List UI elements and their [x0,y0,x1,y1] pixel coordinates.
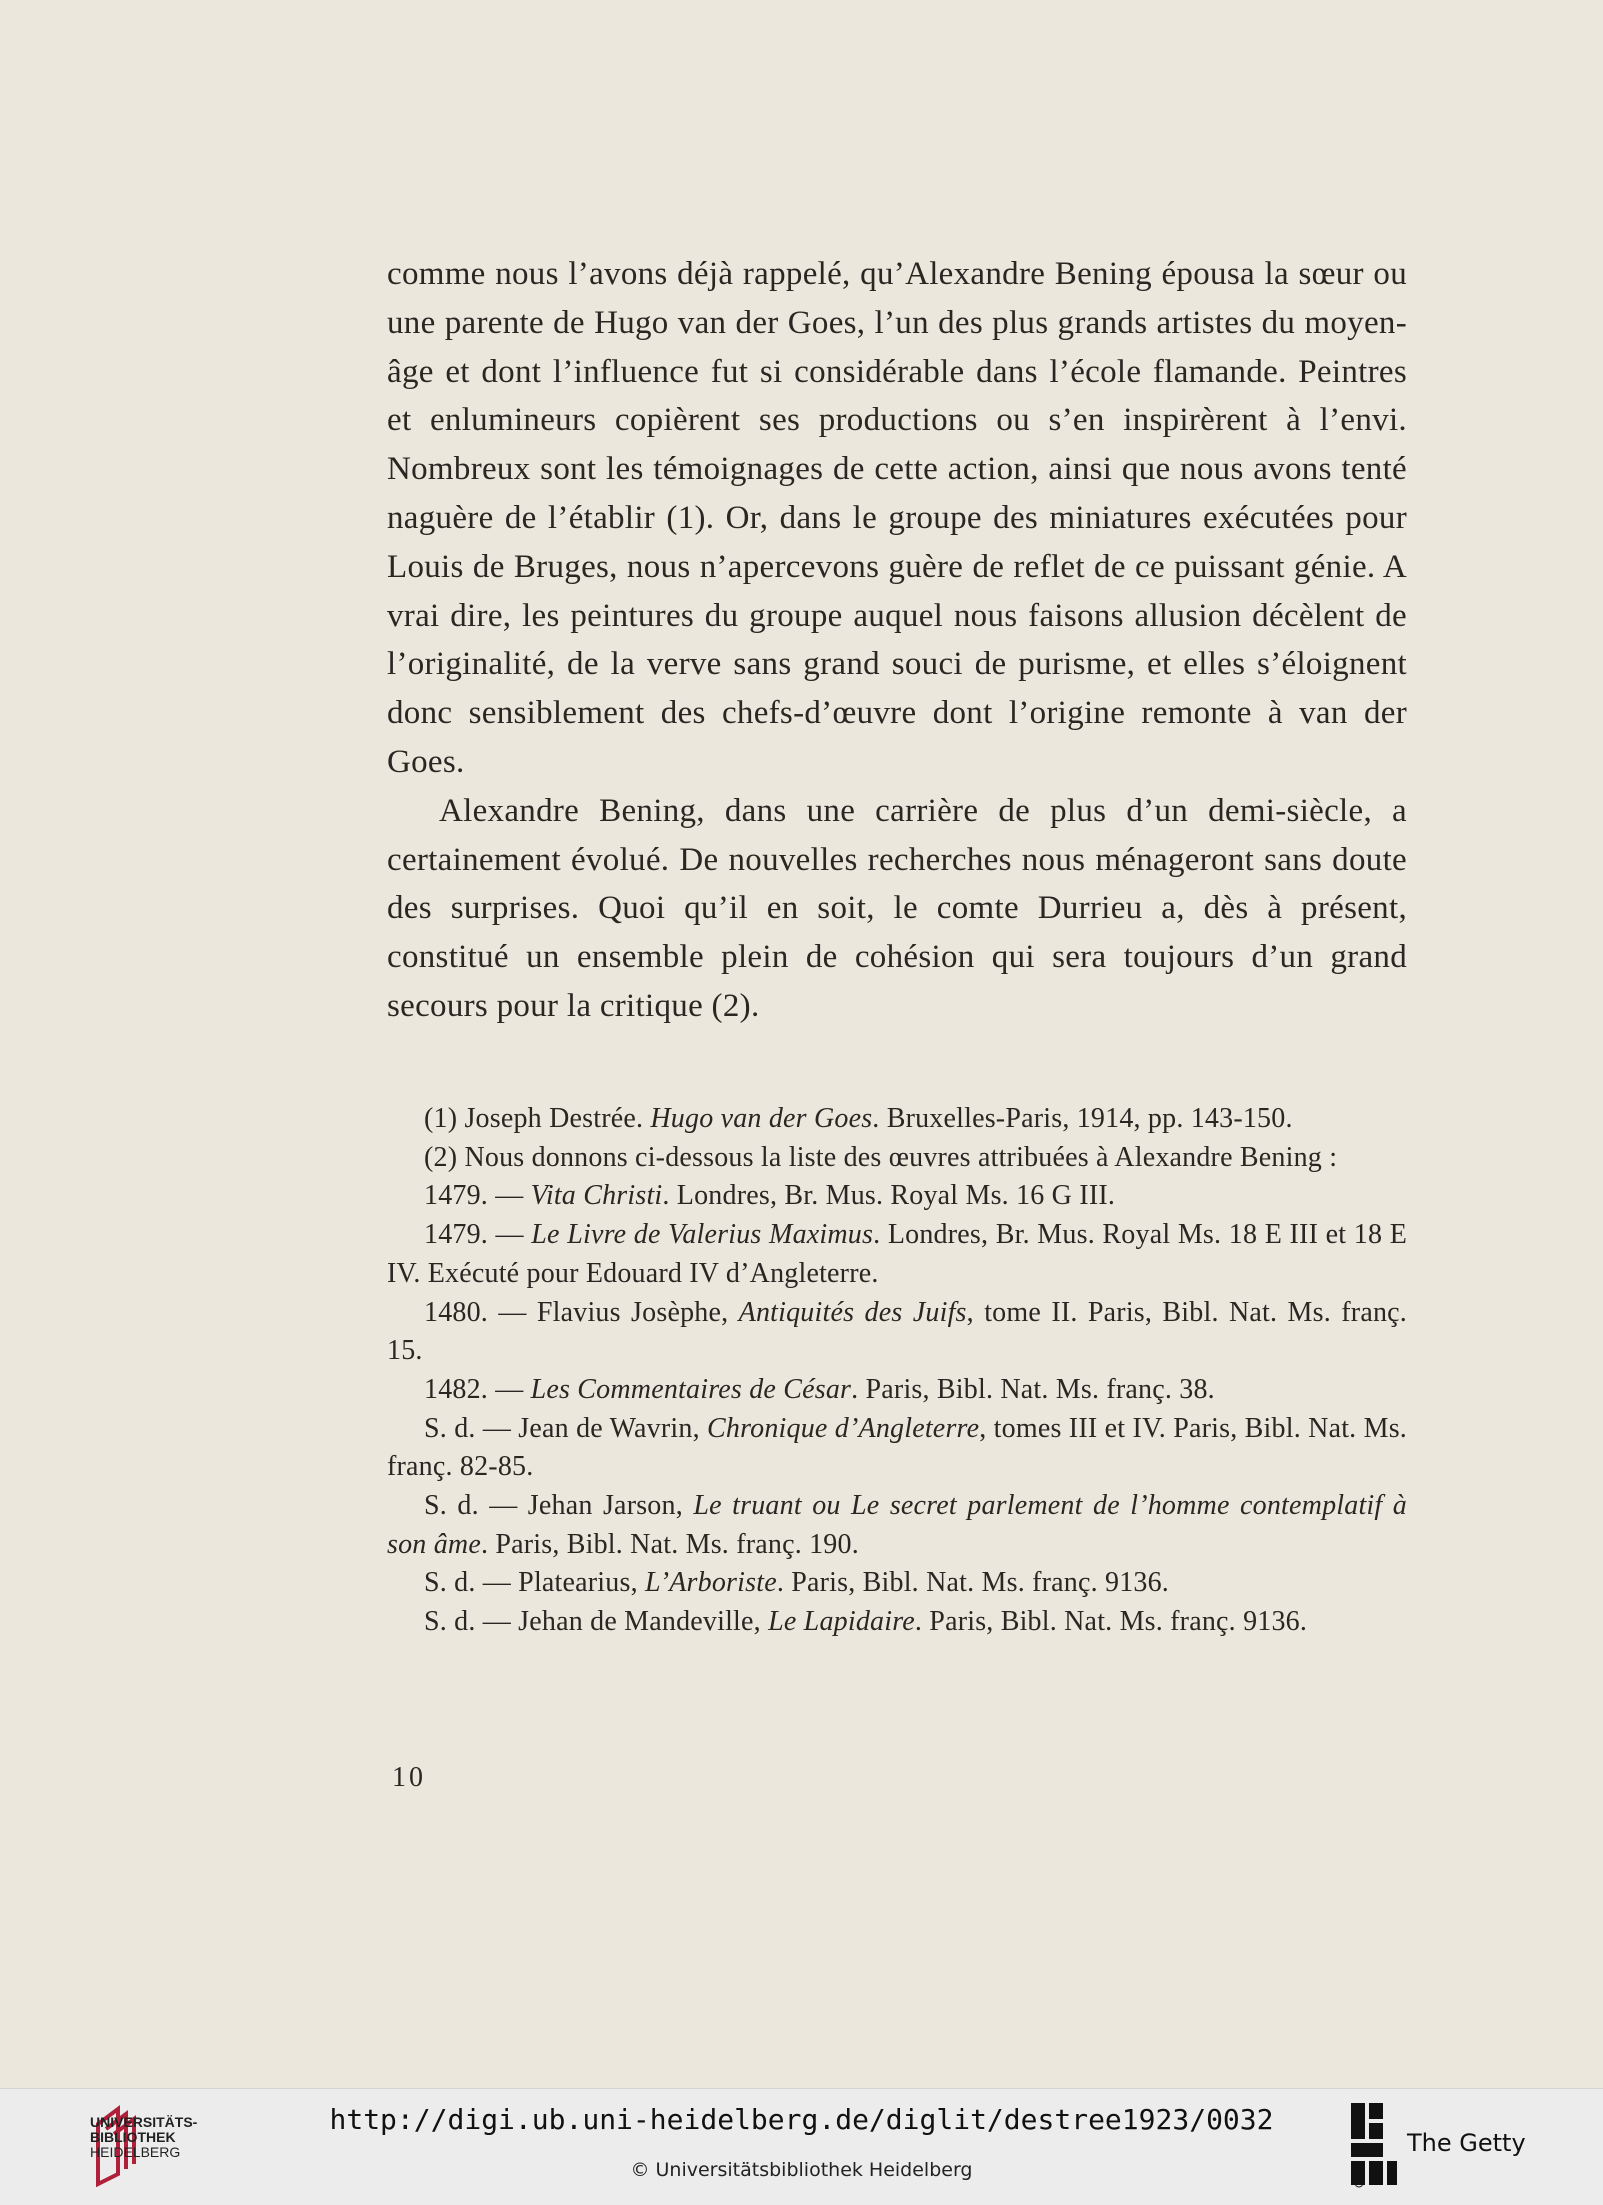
page-number: 10 [392,1762,426,1793]
footnotes [387,1100,1407,1642]
source-url-link[interactable]: http://digi.ub.uni-heidelberg.de/diglit/destree1923/0032 [329,2103,1274,2136]
note-item: 1482. — Les Commentaires de César. Paris, Bibl. Nat. Ms. franç. 38. [424,1373,1215,1405]
note-item: S. d. — Jehan Jarson, Le truant ou Le secret parlement de l’homme contemplatif à son âme. Paris, Bibl. Nat. Ms. franç. 190. [387,1490,1407,1560]
note-item: 1480. — Flavius Josèphe, Antiquités des Juifs, tome II. Paris, Bibl. Nat. Ms. franç. 15. [387,1296,1407,1367]
note-item: 1479. — Vita Christi. Londres, Br. Mus. Royal Ms. 16 G III. [424,1180,1116,1212]
note-item: S. d. — Jehan de Mandeville, Le Lapidaire. Paris, Bibl. Nat. Ms. franç. 9136. [424,1606,1308,1638]
body-text [387,250,1407,1031]
getty-name: The Getty [1407,2129,1526,2157]
paragraph-1: comme nous l’avons déjà rappelé, qu’Alexandre Bening épousa la sœur ou une parente de Hugo van der Goes, l’un des plus grands artistes du moyen-âge et dont l’influence fut si considérable dans l’école flamande. Peintres et enlumineurs copièrent ses productions ou s’en inspirèrent à l’envi. Nombreux sont les témoignages de cette action, ainsi que nous avons tenté naguère de l’établir (1). Or, dans le groupe des miniatures exécutées pour Louis de Bruges, nous n’apercevons guère de reflet de ce puissant génie. A vrai dire, les peintures du groupe auquel nous faisons allusion décèlent de l’originalité, de la verve sans grand souci de purisme, et elles s’éloignent donc sensiblement des chefs-d’œuvre dont l’origine remonte à van der Goes. [387,256,1407,780]
note-item: S. d. — Platearius, L’Arboriste. Paris, Bibl. Nat. Ms. franç. 9136. [424,1567,1170,1599]
note-item: (2) Nous donnons ci-dessous la liste des œuvres attribuées à Alexandre Bening : [424,1141,1338,1173]
footer-bar [0,2088,1603,2205]
getty-logo-icon [1345,2103,1401,2189]
library-name: UNIVERSITÄTS- BIBLIOTHEK HEIDELBERG [90,2114,198,2160]
note-item: 1479. — Le Livre de Valerius Maximus. Londres, Br. Mus. Royal Ms. 18 E III et 18 E IV. Exécuté pour Edouard IV d’Angleterre. [387,1219,1407,1289]
paragraph-2: Alexandre Bening, dans une carrière de plus d’un demi-siècle, a certainement évolué. De nouvelles recherches nous ménageront sans doute des surprises. Quoi qu’il en soit, le comte Durrieu a, dès à présent, constitué un ensemble plein de cohésion qui sera toujours d’un grand secours pour la critique (2). [387,792,1407,1024]
note-item: S. d. — Jean de Wavrin, Chronique d’Angleterre, tomes III et IV. Paris, Bibl. Nat. Ms. franç. 82-85. [387,1412,1408,1483]
copyright-text: © Universitätsbibliothek Heidelberg [630,2159,973,2181]
note-item: (1) Joseph Destrée. Hugo van der Goes. Bruxelles-Paris, 1914, pp. 143-150. [424,1103,1293,1134]
